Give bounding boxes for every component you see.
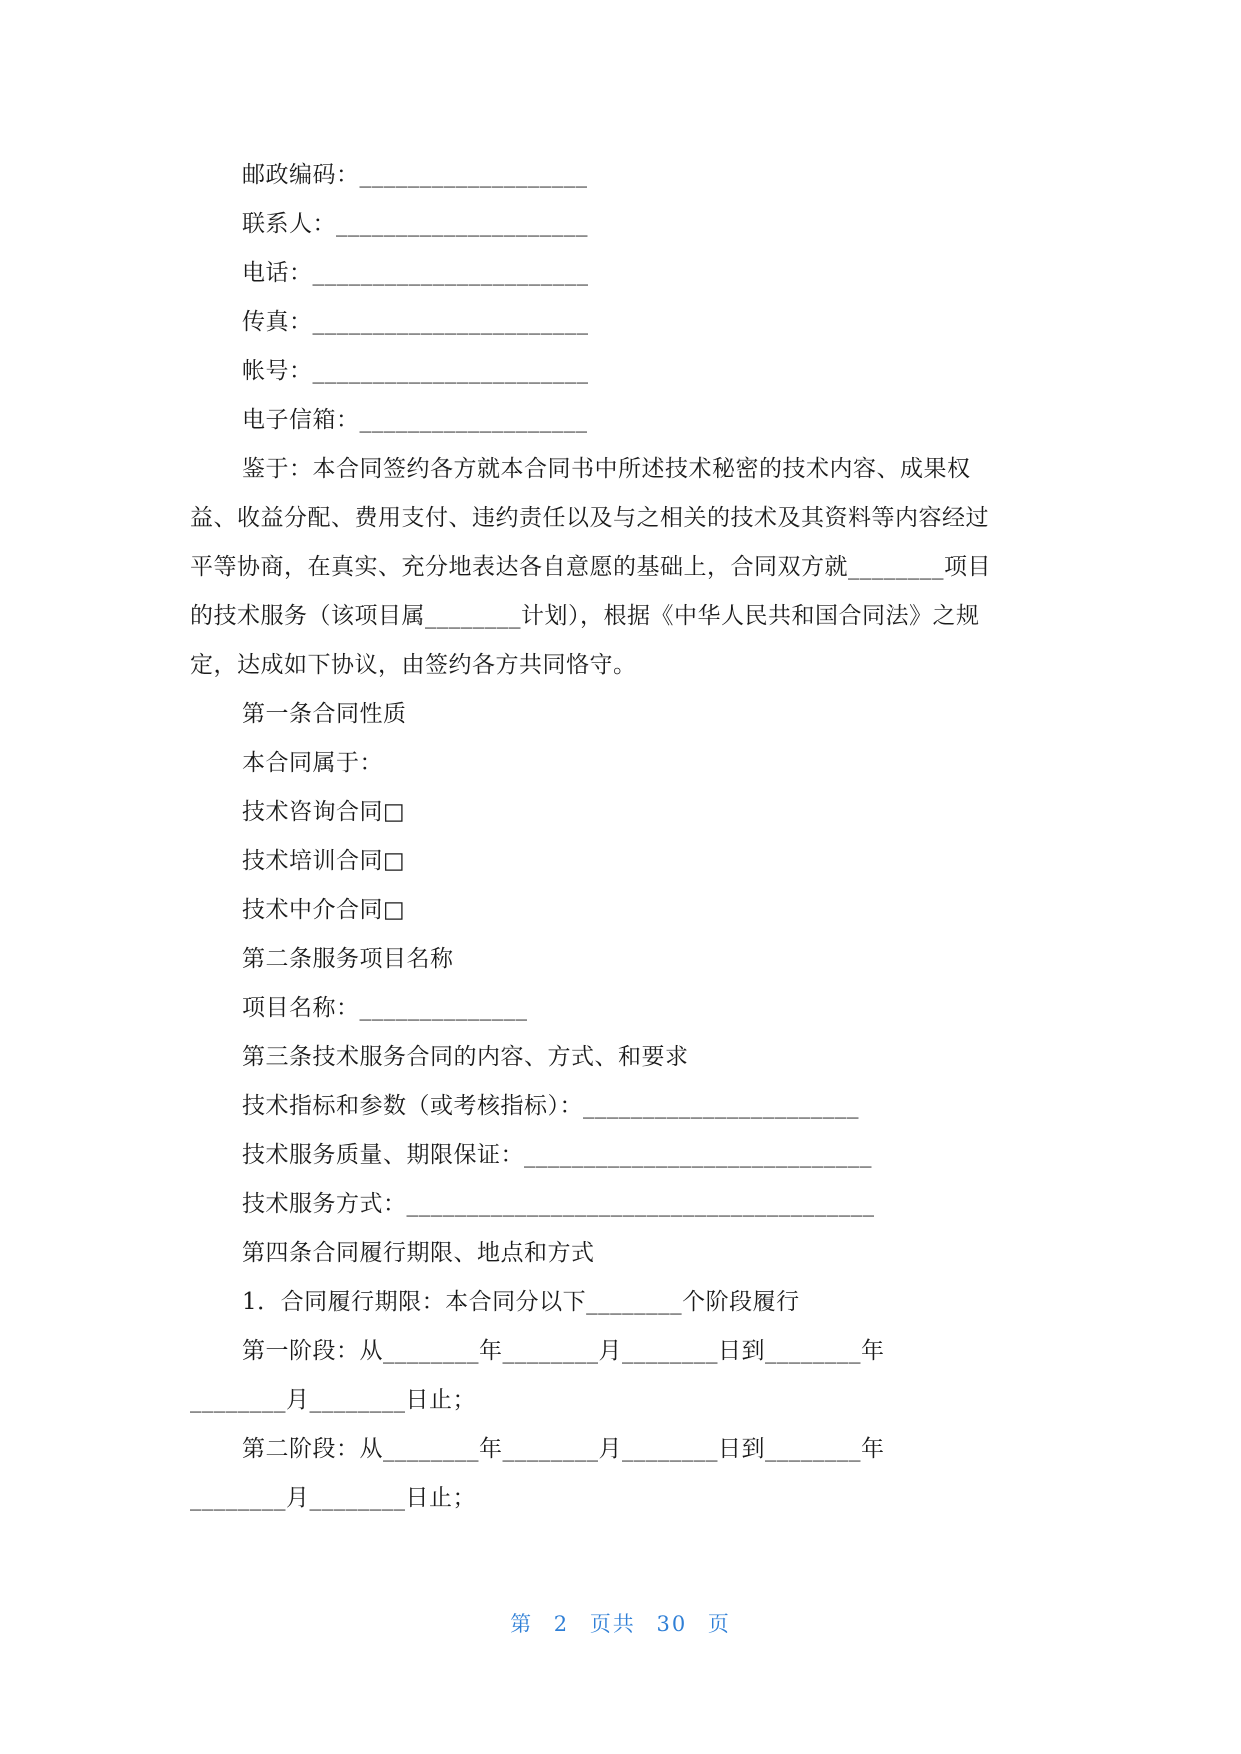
current-page-number: 2 [553,1612,570,1636]
email-field: 电子信箱：___________________ [242,407,588,433]
article1-title: 第一条合同性质 [242,701,407,727]
method-field: 技术服务方式：_______________________________________ [242,1191,875,1217]
indicators-field: 技术指标和参数（或考核指标）：_______________________ [242,1093,859,1119]
contract-type-consulting: 技术咨询合同□ [242,799,406,825]
footer-word: 页 [707,1612,731,1636]
contact-field: 联系人：_____________________ [242,211,588,237]
article2-title: 第二条服务项目名称 [242,946,454,972]
preamble-line: 鉴于：本合同签约各方就本合同书中所述技术秘密的技术内容、成果权 [242,456,971,482]
project-name-field: 项目名称：______________ [242,995,528,1021]
stage2-start: 第二阶段：从________年________月________日到________年 [242,1436,885,1462]
contract-type-training: 技术培训合同□ [242,848,406,874]
preamble-line: 平等协商，在真实、充分地表达各自意愿的基础上，合同双方就________项目 [190,554,991,580]
account-field: 帐号：_______________________ [242,358,589,384]
postcode-field: 邮政编码：___________________ [242,162,588,188]
contract-type-intermediary: 技术中介合同□ [242,897,406,923]
stage2-end: ________月________日止； [190,1485,476,1511]
article3-title: 第三条技术服务合同的内容、方式、和要求 [242,1044,689,1070]
phone-field: 电话：_______________________ [242,260,589,286]
quality-field: 技术服务质量、期限保证：_____________________________ [242,1142,872,1168]
preamble-line: 定，达成如下协议，由签约各方共同恪守。 [190,652,637,678]
stage1-end: ________月________日止； [190,1387,476,1413]
article1-intro: 本合同属于： [242,750,383,776]
article4-title: 第四条合同履行期限、地点和方式 [242,1240,595,1266]
total-page-number: 30 [656,1612,688,1636]
preamble-paragraph [190,445,1060,690]
preamble-line: 益、收益分配、费用支付、违约责任以及与之相关的技术及其资料等内容经过 [190,505,989,531]
preamble-line: 的技术服务（该项目属________计划），根据《中华人民共和国合同法》之规 [190,603,980,629]
stage1-start: 第一阶段：从________年________月________日到________年 [242,1338,885,1364]
footer-word: 第 [510,1612,534,1636]
fax-field: 传真：_______________________ [242,309,589,335]
footer-word: 页共 [589,1612,636,1636]
page-footer [0,1608,1241,1638]
document-body [190,151,1060,1523]
period-field: 1．合同履行期限：本合同分以下________个阶段履行 [242,1289,800,1315]
